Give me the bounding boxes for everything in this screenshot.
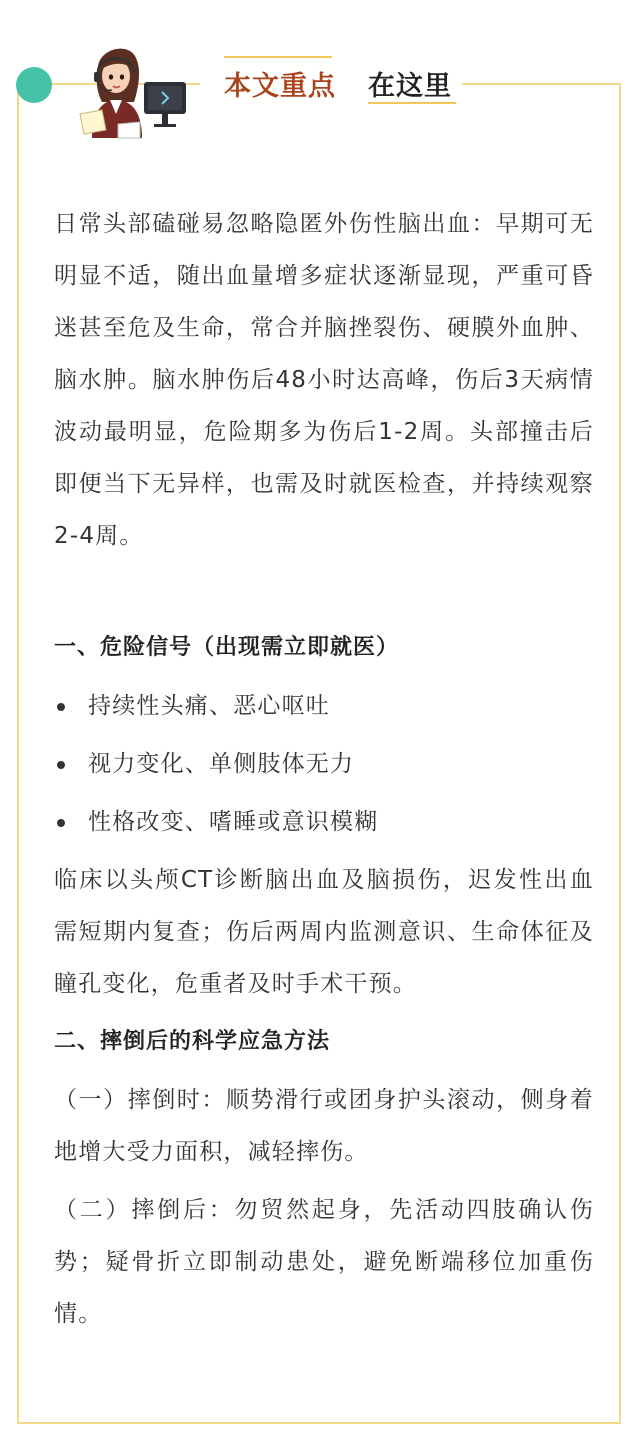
list-item <box>54 680 594 732</box>
list-item-text: 视力变化、单侧肢体无力 <box>88 751 355 777</box>
clinical-paragraph: 临床以头颅CT诊断脑出血及脑损伤，迟发性出血需短期内复查；伤后两周内监测意识、生命体征及瞳孔变化，危重者及时手术干预。 <box>54 867 594 997</box>
list-item <box>54 738 594 790</box>
header-line-top <box>224 56 332 58</box>
customer-service-avatar-icon <box>78 40 196 140</box>
spacer <box>54 562 594 622</box>
article-body <box>54 198 594 1340</box>
bullet-dot-icon <box>57 761 65 769</box>
header-title: 本文重点 <box>224 71 336 102</box>
section2-heading: 二、摔倒后的科学应急方法 <box>54 1029 331 1054</box>
teal-dot-icon <box>16 67 52 103</box>
bullet-dot-icon <box>57 819 65 827</box>
section2-item-1: （一）摔倒时：顺势滑行或团身护头滚动，侧身着地增大受力面积，减轻摔伤。 <box>54 1087 594 1165</box>
header-subtitle: 在这里 <box>368 71 452 102</box>
list-item <box>54 796 594 848</box>
section1-heading: 一、危险信号（出现需立即就医） <box>54 635 400 660</box>
section2-item-2: （二）摔倒后：勿贸然起身，先活动四肢确认伤势；疑骨折立即制动患处，避免断端移位加重伤情。 <box>54 1197 594 1327</box>
bullet-dot-icon <box>57 703 65 711</box>
list-item-text: 性格改变、嗜睡或意识模糊 <box>88 809 379 835</box>
list-item-text: 持续性头痛、恶心呕吐 <box>88 693 330 719</box>
intro-paragraph: 日常头部磕碰易忽略隐匿外伤性脑出血：早期可无明显不适，随出血量增多症状逐渐显现，严重可昏迷甚至危及生命，常合并脑挫裂伤、硬膜外血肿、脑水肿。脑水肿伤后48小时达高峰，伤后3天病情波动最明显，危险期多为伤后1-2周。头部撞击后即便当下无异样，也需及时就医检查，并持续观察2-4周。 <box>54 211 594 549</box>
